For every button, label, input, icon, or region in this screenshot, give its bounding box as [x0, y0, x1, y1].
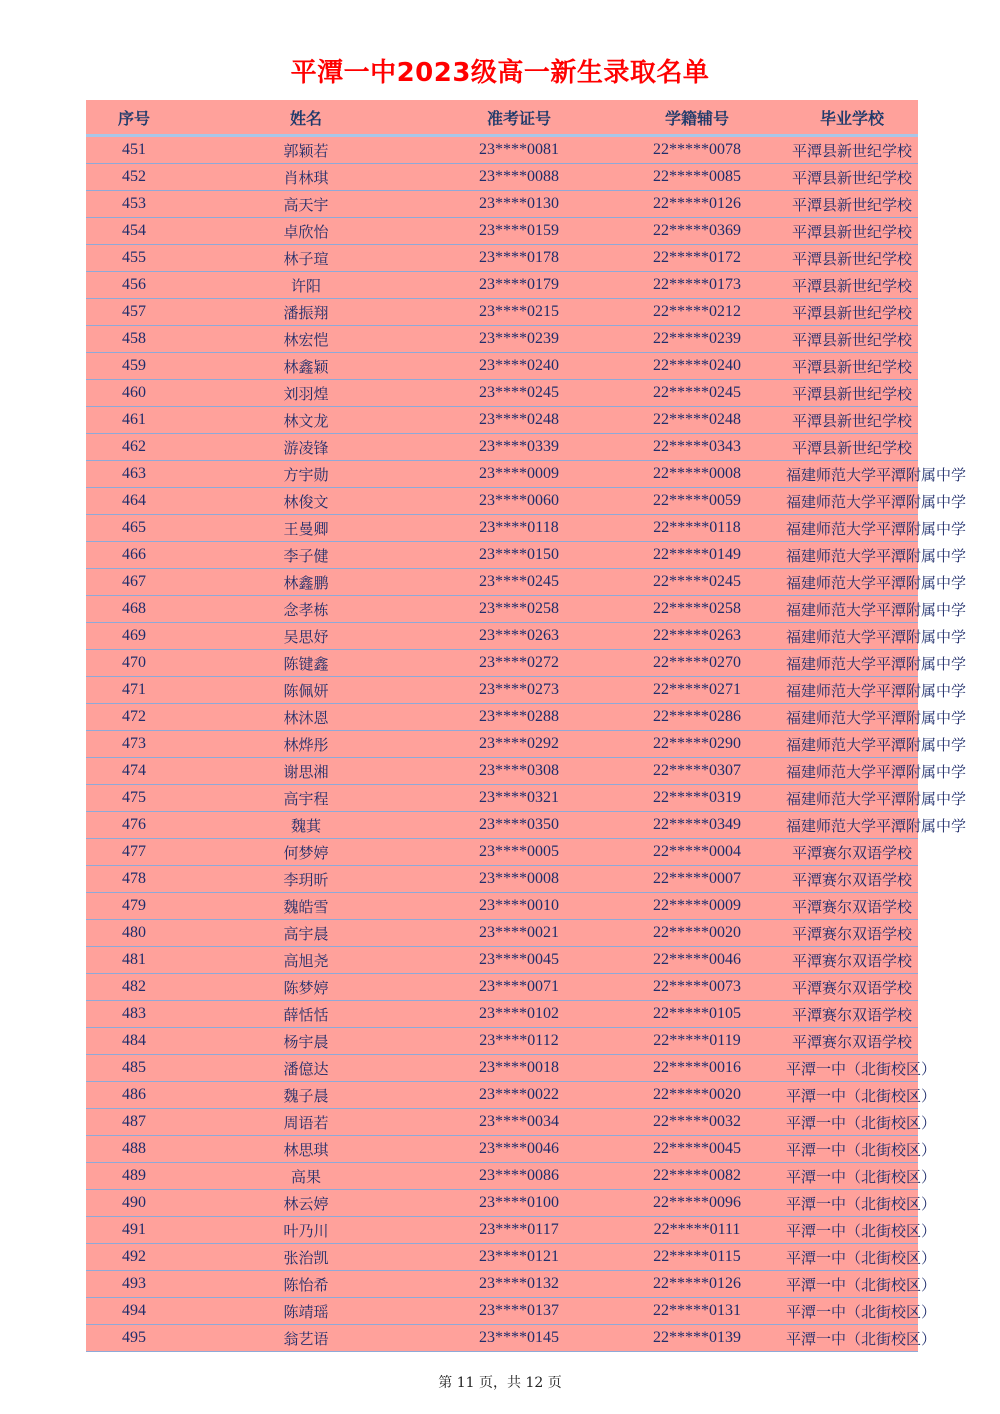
cell-name: 陈怡希 [182, 1271, 430, 1298]
cell-student-id: 22*****0085 [608, 164, 786, 191]
table-row [86, 677, 918, 704]
cell-serial: 480 [86, 920, 182, 947]
cell-serial: 457 [86, 299, 182, 326]
cell-name: 魏萁 [182, 812, 430, 839]
cell-name: 高宇程 [182, 785, 430, 812]
cell-exam-number: 23****0263 [430, 623, 608, 650]
cell-student-id: 22*****0111 [608, 1217, 786, 1244]
cell-student-id: 22*****0239 [608, 326, 786, 353]
cell-student-id: 22*****0173 [608, 272, 786, 299]
table-row [86, 1163, 918, 1190]
cell-student-id: 22*****0258 [608, 596, 786, 623]
table-row [86, 920, 918, 947]
cell-name: 潘振翔 [182, 299, 430, 326]
cell-name: 谢思湘 [182, 758, 430, 785]
cell-school: 福建师范大学平潭附属中学 [786, 650, 918, 677]
cell-school: 福建师范大学平潭附属中学 [786, 758, 918, 785]
cell-student-id: 22*****0059 [608, 488, 786, 515]
cell-student-id: 22*****0096 [608, 1190, 786, 1217]
cell-school: 平潭一中（北街校区） [786, 1271, 918, 1298]
cell-exam-number: 23****0022 [430, 1082, 608, 1109]
cell-exam-number: 23****0321 [430, 785, 608, 812]
cell-school: 平潭赛尔双语学校 [786, 920, 918, 947]
cell-serial: 488 [86, 1136, 182, 1163]
table-row [86, 731, 918, 758]
cell-exam-number: 23****0288 [430, 704, 608, 731]
cell-exam-number: 23****0159 [430, 218, 608, 245]
table-row [86, 1325, 918, 1352]
cell-school: 平潭赛尔双语学校 [786, 1001, 918, 1028]
cell-serial: 451 [86, 136, 182, 164]
table-row [86, 136, 918, 164]
cell-exam-number: 23****0132 [430, 1271, 608, 1298]
cell-name: 李玥昕 [182, 866, 430, 893]
cell-name: 游凌锋 [182, 434, 430, 461]
cell-exam-number: 23****0273 [430, 677, 608, 704]
cell-serial: 484 [86, 1028, 182, 1055]
cell-student-id: 22*****0020 [608, 1082, 786, 1109]
table-row [86, 1055, 918, 1082]
cell-exam-number: 23****0081 [430, 136, 608, 164]
cell-exam-number: 23****0240 [430, 353, 608, 380]
cell-exam-number: 23****0088 [430, 164, 608, 191]
cell-student-id: 22*****0271 [608, 677, 786, 704]
cell-exam-number: 23****0179 [430, 272, 608, 299]
cell-exam-number: 23****0150 [430, 542, 608, 569]
cell-school: 平潭一中（北街校区） [786, 1217, 918, 1244]
cell-name: 张治凯 [182, 1244, 430, 1271]
cell-student-id: 22*****0149 [608, 542, 786, 569]
cell-student-id: 22*****0248 [608, 407, 786, 434]
cell-student-id: 22*****0073 [608, 974, 786, 1001]
cell-serial: 495 [86, 1325, 182, 1352]
table-row [86, 596, 918, 623]
cell-exam-number: 23****0034 [430, 1109, 608, 1136]
cell-student-id: 22*****0008 [608, 461, 786, 488]
admission-table [86, 100, 967, 1352]
table-row [86, 1298, 918, 1325]
cell-serial: 453 [86, 191, 182, 218]
cell-serial: 486 [86, 1082, 182, 1109]
table-row [86, 893, 918, 920]
cell-name: 高宇晨 [182, 920, 430, 947]
cell-school: 福建师范大学平潭附属中学 [786, 785, 918, 812]
cell-serial: 494 [86, 1298, 182, 1325]
cell-school: 平潭一中（北街校区） [786, 1325, 918, 1352]
table-row [86, 785, 918, 812]
cell-name: 陈靖瑶 [182, 1298, 430, 1325]
table-row [86, 1001, 918, 1028]
cell-serial: 473 [86, 731, 182, 758]
cell-exam-number: 23****0245 [430, 380, 608, 407]
cell-serial: 487 [86, 1109, 182, 1136]
cell-name: 吴思妤 [182, 623, 430, 650]
cell-serial: 476 [86, 812, 182, 839]
cell-student-id: 22*****0078 [608, 136, 786, 164]
cell-student-id: 22*****0119 [608, 1028, 786, 1055]
cell-name: 许阳 [182, 272, 430, 299]
header-exam-number: 准考证号 [430, 100, 608, 136]
cell-serial: 489 [86, 1163, 182, 1190]
cell-serial: 465 [86, 515, 182, 542]
cell-serial: 452 [86, 164, 182, 191]
cell-name: 林云婷 [182, 1190, 430, 1217]
table-row [86, 704, 918, 731]
cell-school: 平潭一中（北街校区） [786, 1136, 918, 1163]
table-row [86, 812, 918, 839]
cell-exam-number: 23****0086 [430, 1163, 608, 1190]
cell-school: 平潭县新世纪学校 [786, 245, 918, 272]
table-row [86, 326, 918, 353]
cell-exam-number: 23****0350 [430, 812, 608, 839]
cell-exam-number: 23****0178 [430, 245, 608, 272]
cell-school: 平潭一中（北街校区） [786, 1163, 918, 1190]
cell-exam-number: 23****0102 [430, 1001, 608, 1028]
cell-school: 平潭赛尔双语学校 [786, 839, 918, 866]
table-row [86, 218, 918, 245]
cell-school: 平潭赛尔双语学校 [786, 866, 918, 893]
table-row [86, 380, 918, 407]
cell-name: 林思琪 [182, 1136, 430, 1163]
header-name: 姓名 [182, 100, 430, 136]
cell-serial: 463 [86, 461, 182, 488]
cell-serial: 459 [86, 353, 182, 380]
cell-school: 平潭县新世纪学校 [786, 353, 918, 380]
cell-student-id: 22*****0245 [608, 380, 786, 407]
page-footer: 第 11 页，共 12 页 [438, 1375, 562, 1391]
cell-name: 林烨彤 [182, 731, 430, 758]
header-school: 毕业学校 [786, 100, 918, 136]
cell-school: 平潭县新世纪学校 [786, 136, 918, 164]
table-row [86, 866, 918, 893]
table-row [86, 461, 918, 488]
table-row [86, 407, 918, 434]
cell-serial: 455 [86, 245, 182, 272]
table-row [86, 839, 918, 866]
cell-student-id: 22*****0131 [608, 1298, 786, 1325]
table-row [86, 272, 918, 299]
table-row [86, 542, 918, 569]
cell-student-id: 22*****0172 [608, 245, 786, 272]
cell-school: 平潭一中（北街校区） [786, 1190, 918, 1217]
cell-name: 翁艺语 [182, 1325, 430, 1352]
cell-name: 周语若 [182, 1109, 430, 1136]
cell-exam-number: 23****0239 [430, 326, 608, 353]
table-row [86, 1244, 918, 1271]
cell-serial: 460 [86, 380, 182, 407]
cell-school: 福建师范大学平潭附属中学 [786, 623, 918, 650]
cell-school: 平潭县新世纪学校 [786, 272, 918, 299]
cell-school: 福建师范大学平潭附属中学 [786, 515, 918, 542]
cell-student-id: 22*****0212 [608, 299, 786, 326]
table-row [86, 1190, 918, 1217]
cell-serial: 466 [86, 542, 182, 569]
cell-student-id: 22*****0319 [608, 785, 786, 812]
table-row [86, 1217, 918, 1244]
cell-student-id: 22*****0126 [608, 191, 786, 218]
table-row [86, 1109, 918, 1136]
cell-name: 高旭尧 [182, 947, 430, 974]
cell-exam-number: 23****0245 [430, 569, 608, 596]
table-row [86, 515, 918, 542]
cell-student-id: 22*****0007 [608, 866, 786, 893]
cell-exam-number: 23****0046 [430, 1136, 608, 1163]
cell-exam-number: 23****0060 [430, 488, 608, 515]
cell-serial: 472 [86, 704, 182, 731]
cell-school: 平潭一中（北街校区） [786, 1298, 918, 1325]
cell-name: 刘羽煌 [182, 380, 430, 407]
cell-name: 陈佩妍 [182, 677, 430, 704]
admission-table-container [86, 100, 967, 1352]
cell-name: 卓欣怡 [182, 218, 430, 245]
cell-exam-number: 23****0215 [430, 299, 608, 326]
cell-exam-number: 23****0009 [430, 461, 608, 488]
cell-student-id: 22*****0307 [608, 758, 786, 785]
cell-school: 福建师范大学平潭附属中学 [786, 488, 918, 515]
cell-name: 林俊文 [182, 488, 430, 515]
cell-serial: 477 [86, 839, 182, 866]
cell-student-id: 22*****0004 [608, 839, 786, 866]
cell-name: 薛恬恬 [182, 1001, 430, 1028]
cell-serial: 478 [86, 866, 182, 893]
cell-serial: 454 [86, 218, 182, 245]
cell-name: 郭颖若 [182, 136, 430, 164]
table-body [86, 136, 967, 1352]
header-student-id: 学籍辅号 [608, 100, 786, 136]
cell-serial: 482 [86, 974, 182, 1001]
cell-exam-number: 23****0339 [430, 434, 608, 461]
cell-serial: 479 [86, 893, 182, 920]
cell-exam-number: 23****0272 [430, 650, 608, 677]
cell-school: 平潭县新世纪学校 [786, 191, 918, 218]
cell-student-id: 22*****0020 [608, 920, 786, 947]
cell-exam-number: 23****0005 [430, 839, 608, 866]
cell-student-id: 22*****0115 [608, 1244, 786, 1271]
cell-serial: 485 [86, 1055, 182, 1082]
table-row [86, 947, 918, 974]
cell-exam-number: 23****0130 [430, 191, 608, 218]
cell-school: 平潭县新世纪学校 [786, 407, 918, 434]
cell-serial: 493 [86, 1271, 182, 1298]
cell-school: 平潭赛尔双语学校 [786, 893, 918, 920]
cell-serial: 470 [86, 650, 182, 677]
cell-exam-number: 23****0118 [430, 515, 608, 542]
cell-school: 平潭一中（北街校区） [786, 1055, 918, 1082]
cell-serial: 456 [86, 272, 182, 299]
cell-student-id: 22*****0369 [608, 218, 786, 245]
cell-name: 叶乃川 [182, 1217, 430, 1244]
cell-name: 魏子晨 [182, 1082, 430, 1109]
table-row [86, 191, 918, 218]
cell-student-id: 22*****0290 [608, 731, 786, 758]
cell-school: 平潭县新世纪学校 [786, 299, 918, 326]
cell-student-id: 22*****0270 [608, 650, 786, 677]
table-row [86, 650, 918, 677]
cell-student-id: 22*****0126 [608, 1271, 786, 1298]
cell-exam-number: 23****0112 [430, 1028, 608, 1055]
cell-exam-number: 23****0071 [430, 974, 608, 1001]
cell-school: 福建师范大学平潭附属中学 [786, 542, 918, 569]
table-row [86, 1271, 918, 1298]
page-title: 平潭一中2023级高一新生录取名单 [290, 58, 710, 88]
cell-serial: 461 [86, 407, 182, 434]
table-row [86, 488, 918, 515]
cell-student-id: 22*****0349 [608, 812, 786, 839]
cell-name: 念孝栋 [182, 596, 430, 623]
cell-exam-number: 23****0018 [430, 1055, 608, 1082]
cell-exam-number: 23****0008 [430, 866, 608, 893]
cell-school: 平潭一中（北街校区） [786, 1082, 918, 1109]
cell-serial: 490 [86, 1190, 182, 1217]
cell-student-id: 22*****0263 [608, 623, 786, 650]
cell-serial: 469 [86, 623, 182, 650]
cell-serial: 474 [86, 758, 182, 785]
cell-name: 王曼卿 [182, 515, 430, 542]
cell-serial: 491 [86, 1217, 182, 1244]
table-row [86, 623, 918, 650]
cell-school: 福建师范大学平潭附属中学 [786, 596, 918, 623]
cell-name: 肖林琪 [182, 164, 430, 191]
cell-serial: 458 [86, 326, 182, 353]
cell-exam-number: 23****0145 [430, 1325, 608, 1352]
cell-school: 平潭县新世纪学校 [786, 326, 918, 353]
table-row [86, 758, 918, 785]
cell-school: 平潭县新世纪学校 [786, 380, 918, 407]
cell-serial: 468 [86, 596, 182, 623]
cell-name: 何梦婷 [182, 839, 430, 866]
cell-exam-number: 23****0248 [430, 407, 608, 434]
table-row [86, 164, 918, 191]
cell-school: 平潭一中（北街校区） [786, 1244, 918, 1271]
cell-name: 方宇勋 [182, 461, 430, 488]
cell-school: 平潭赛尔双语学校 [786, 1028, 918, 1055]
header-serial: 序号 [86, 100, 182, 136]
cell-school: 平潭一中（北街校区） [786, 1109, 918, 1136]
cell-student-id: 22*****0240 [608, 353, 786, 380]
cell-serial: 462 [86, 434, 182, 461]
cell-exam-number: 23****0308 [430, 758, 608, 785]
cell-name: 魏皓雪 [182, 893, 430, 920]
table-row [86, 434, 918, 461]
cell-student-id: 22*****0082 [608, 1163, 786, 1190]
cell-student-id: 22*****0016 [608, 1055, 786, 1082]
cell-exam-number: 23****0121 [430, 1244, 608, 1271]
cell-school: 平潭赛尔双语学校 [786, 974, 918, 1001]
cell-serial: 492 [86, 1244, 182, 1271]
cell-student-id: 22*****0009 [608, 893, 786, 920]
table-row [86, 1028, 918, 1055]
cell-name: 杨宇晨 [182, 1028, 430, 1055]
cell-exam-number: 23****0258 [430, 596, 608, 623]
cell-school: 福建师范大学平潭附属中学 [786, 569, 918, 596]
table-row [86, 1082, 918, 1109]
cell-student-id: 22*****0045 [608, 1136, 786, 1163]
cell-school: 平潭赛尔双语学校 [786, 947, 918, 974]
cell-exam-number: 23****0010 [430, 893, 608, 920]
cell-name: 陈键鑫 [182, 650, 430, 677]
cell-name: 林宏恺 [182, 326, 430, 353]
table-row [86, 1136, 918, 1163]
cell-name: 李子健 [182, 542, 430, 569]
cell-name: 高天宇 [182, 191, 430, 218]
cell-student-id: 22*****0105 [608, 1001, 786, 1028]
cell-exam-number: 23****0292 [430, 731, 608, 758]
cell-serial: 483 [86, 1001, 182, 1028]
cell-serial: 481 [86, 947, 182, 974]
cell-student-id: 22*****0343 [608, 434, 786, 461]
cell-serial: 464 [86, 488, 182, 515]
cell-serial: 471 [86, 677, 182, 704]
cell-school: 平潭县新世纪学校 [786, 164, 918, 191]
cell-name: 林鑫鹏 [182, 569, 430, 596]
cell-school: 福建师范大学平潭附属中学 [786, 461, 918, 488]
cell-name: 潘億达 [182, 1055, 430, 1082]
table-row [86, 353, 918, 380]
cell-exam-number: 23****0137 [430, 1298, 608, 1325]
cell-name: 林鑫颖 [182, 353, 430, 380]
table-header-row [86, 100, 918, 136]
cell-student-id: 22*****0286 [608, 704, 786, 731]
cell-name: 林沐恩 [182, 704, 430, 731]
cell-serial: 475 [86, 785, 182, 812]
cell-exam-number: 23****0045 [430, 947, 608, 974]
cell-school: 平潭县新世纪学校 [786, 218, 918, 245]
cell-school: 福建师范大学平潭附属中学 [786, 731, 918, 758]
cell-school: 福建师范大学平潭附属中学 [786, 677, 918, 704]
cell-student-id: 22*****0046 [608, 947, 786, 974]
cell-name: 陈梦婷 [182, 974, 430, 1001]
cell-name: 林子瑄 [182, 245, 430, 272]
table-row [86, 299, 918, 326]
cell-student-id: 22*****0032 [608, 1109, 786, 1136]
cell-serial: 467 [86, 569, 182, 596]
cell-name: 林文龙 [182, 407, 430, 434]
table-row [86, 974, 918, 1001]
cell-student-id: 22*****0118 [608, 515, 786, 542]
table-row [86, 245, 918, 272]
cell-exam-number: 23****0021 [430, 920, 608, 947]
cell-exam-number: 23****0100 [430, 1190, 608, 1217]
cell-school: 平潭县新世纪学校 [786, 434, 918, 461]
cell-exam-number: 23****0117 [430, 1217, 608, 1244]
table-row [86, 569, 918, 596]
cell-name: 高果 [182, 1163, 430, 1190]
cell-school: 福建师范大学平潭附属中学 [786, 812, 918, 839]
cell-school: 福建师范大学平潭附属中学 [786, 704, 918, 731]
cell-student-id: 22*****0139 [608, 1325, 786, 1352]
cell-student-id: 22*****0245 [608, 569, 786, 596]
